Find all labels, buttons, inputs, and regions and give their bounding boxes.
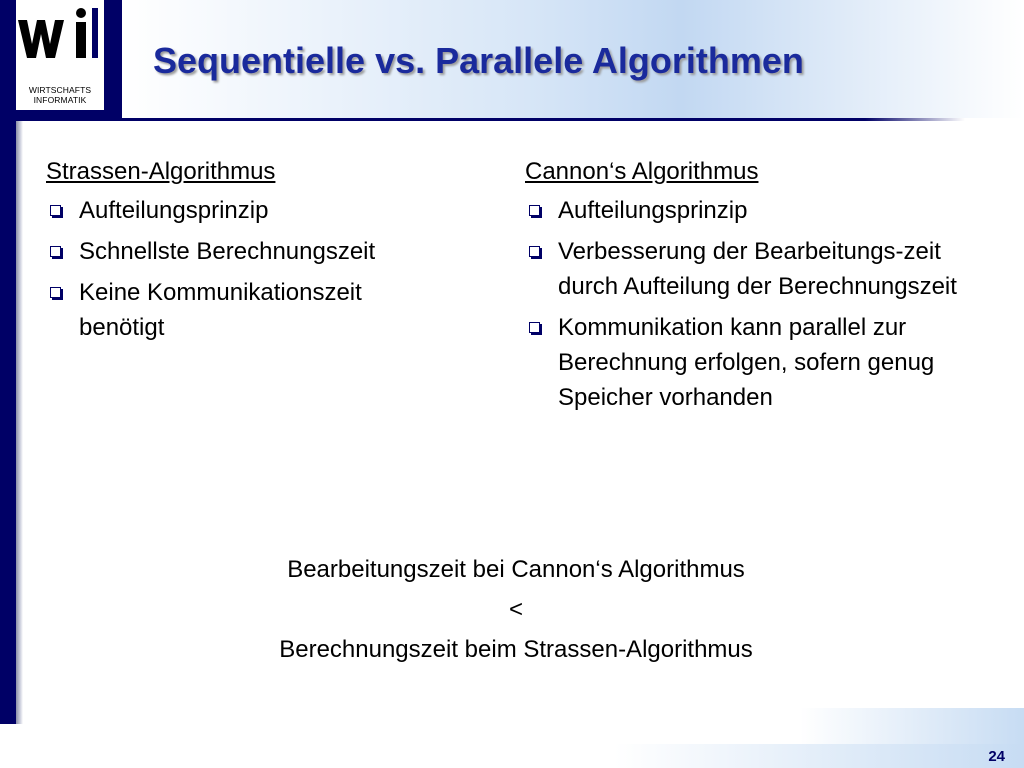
list-item	[46, 193, 486, 228]
bullet-text: Schnellste Berechnungszeit	[79, 238, 376, 265]
conclusion-block	[0, 550, 1024, 670]
left-bullet-list	[46, 193, 486, 345]
hollow-square-bullet-icon	[529, 246, 540, 257]
slide-title: Sequentielle vs. Parallele Algorithmen	[153, 40, 804, 81]
conclusion-operator: <	[508, 596, 523, 623]
hollow-square-bullet-icon	[529, 205, 540, 216]
right-bullet-list	[525, 193, 995, 415]
hollow-square-bullet-icon	[529, 322, 540, 333]
bullet-text: Verbesserung der Bearbeitungs-zeit durch Aufteilung der Berechnungszeit	[558, 238, 957, 300]
hollow-square-bullet-icon	[50, 246, 61, 257]
wi-logo-icon	[18, 8, 104, 60]
logo	[0, 0, 122, 118]
left-column	[46, 157, 486, 351]
logo-line-2: INFORMATIK	[33, 95, 87, 105]
list-item	[525, 310, 988, 415]
bullet-text: Keine Kommunikationszeit benötigt	[79, 279, 362, 341]
bullet-text: Aufteilungsprinzip	[79, 197, 269, 224]
bullet-text: Kommunikation kann parallel zur Berechnung erfolgen, sofern genug Speicher vorhanden	[558, 314, 935, 411]
logo-line-1: WIRTSCHAFTS	[28, 85, 92, 95]
page-number: 24	[988, 748, 1005, 765]
header-divider-fade	[865, 118, 965, 121]
footer-gradient	[800, 708, 1024, 744]
conclusion-line-1: Bearbeitungszeit bei Cannon‘s Algorithmus	[287, 556, 745, 583]
footer-bar	[0, 744, 1024, 768]
header-divider	[0, 118, 865, 121]
right-column-heading: Cannon‘s Algorithmus	[525, 158, 759, 185]
hollow-square-bullet-icon	[50, 287, 61, 298]
logo-caption	[16, 85, 104, 105]
list-item	[525, 234, 973, 304]
bullet-text: Aufteilungsprinzip	[558, 197, 748, 224]
left-column-heading: Strassen-Algorithmus	[46, 158, 276, 185]
list-item	[46, 234, 486, 269]
hollow-square-bullet-icon	[50, 205, 61, 216]
list-item	[525, 193, 995, 228]
list-item	[46, 275, 439, 345]
right-column	[525, 157, 995, 421]
conclusion-line-2: Berechnungszeit beim Strassen-Algorithmus	[279, 636, 753, 663]
